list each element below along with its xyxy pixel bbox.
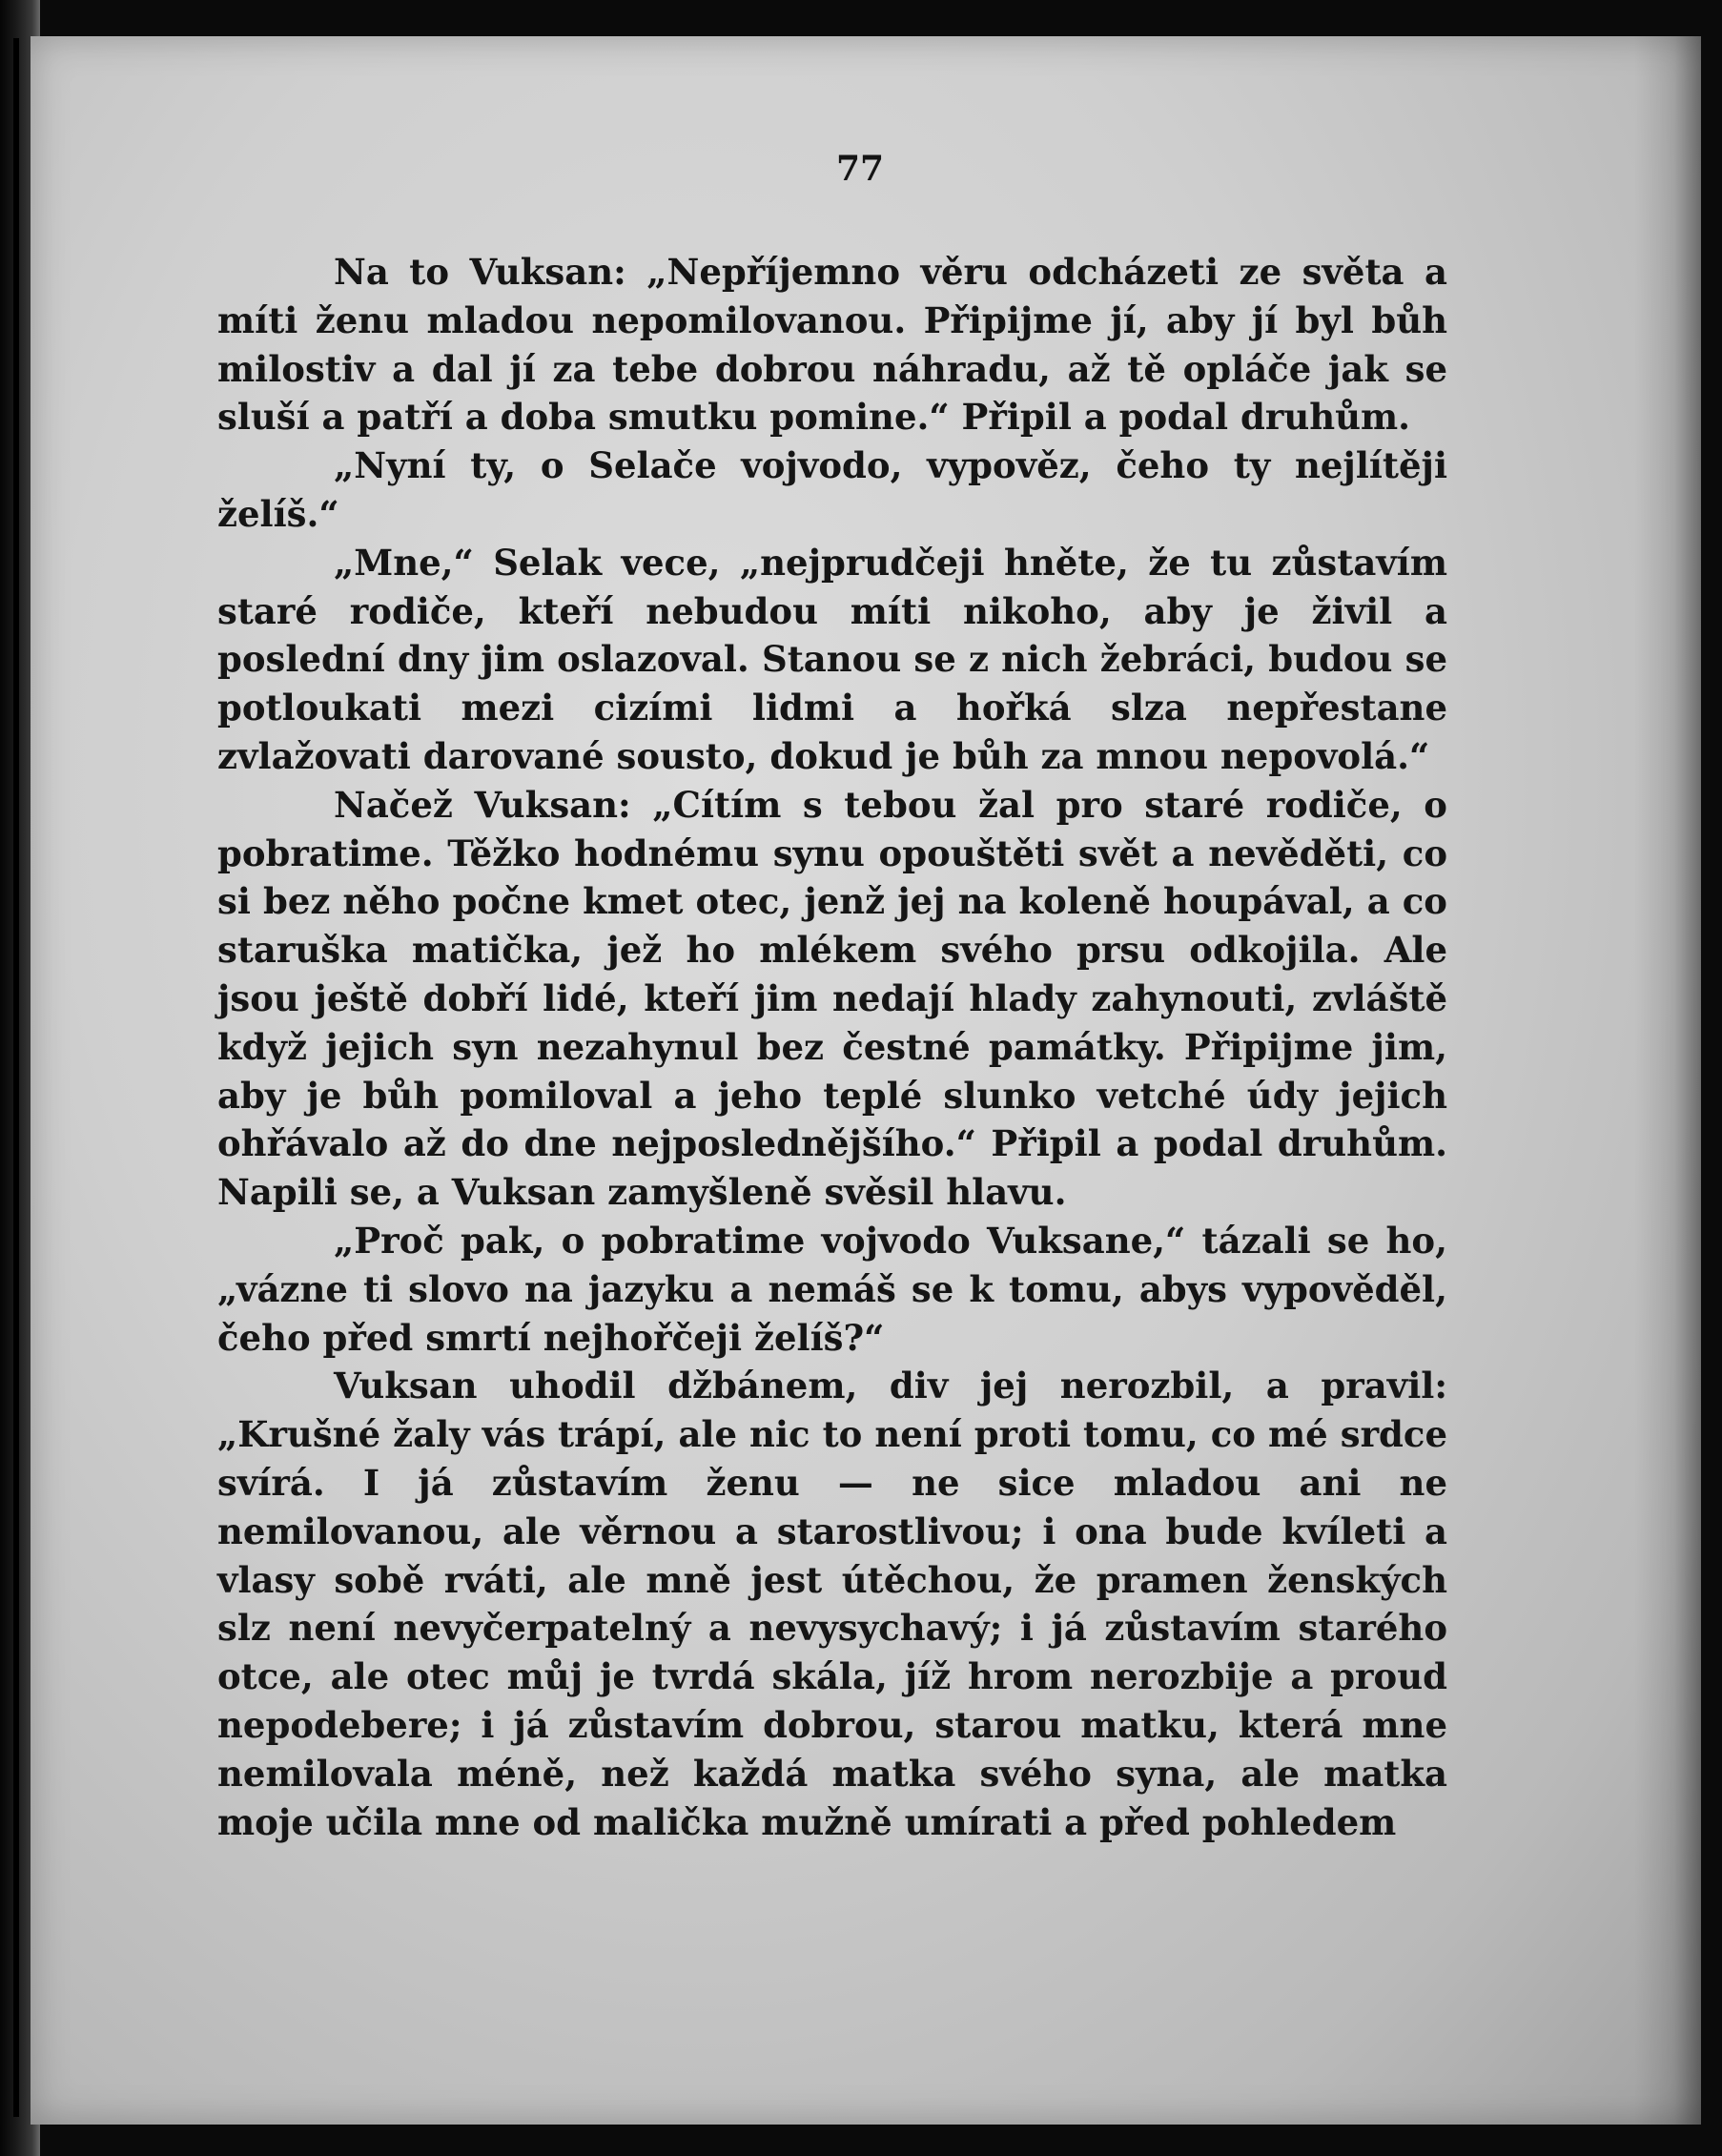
- paragraph-vuksan-toast-parents: Načež Vuksan: „Cítím s tebou žal pro staré rodiče, o pobratime. Těžko hodnému synu opouštěti svět a nevěděti, co si bez něho počne kmet otec, jenž jej na koleně houpával, a co staruška matička, jež ho mlékem svého prsu odkojila. Ale jsou ještě dobří lidé, kteří jim nedají hlady zahynouti, zvláště když jejich syn nezahynul bez čestné památky. Připijme jim, aby je bůh pomiloval a jeho teplé slunko vetché údy jejich ohřávalo až do dne nejposlednějšího.“ Připil a podal druhům. Napili se, a Vuksan zamyšleně svěsil hlavu.: [217, 783, 1447, 1214]
- body-text: [217, 248, 1447, 1846]
- book-page: [31, 36, 1701, 2125]
- paragraph-question-vuksan: „Proč pak, o pobratime vojvodo Vuksane,“ tázali se ho, „vázne ti slovo na jazyku a nemáš se k tomu, abys vypověděl, čeho před smrtí nejhořčeji želíš?“: [217, 1219, 1447, 1359]
- paragraph-vuksan-answer: Vuksan uhodil džbánem, div jej nerozbil, a pravil: „Krušné žaly vás trápí, ale nic to není proti tomu, co mé srdce svírá. I já zůstavím ženu — ne sice mladou ani ne nemilovanou, ale věrnou a starostlivou; i ona bude kvíleti a vlasy sobě rváti, ale mně jest útěchou, že pramen ženských slz není nevyčerpatelný a nevysychavý; i já zůstavím starého otce, ale otec můj je tvrdá skála, jíž hrom nerozbije a proud nepodebere; i já zůstavím dobrou, starou matku, která mne nemilovala méně, než každá matka svého syna, ale matka moje učila mne od malička mužně umírati a před pohledem: [217, 1365, 1447, 1843]
- page-number: 77: [835, 149, 885, 189]
- paragraph-question-selak: „Nyní ty, o Selače vojvodo, vypověz, čeho ty nejlítěji želíš.“: [217, 444, 1447, 535]
- paragraph-vuksan-toast-wife: Na to Vuksan: „Nepříjemno věru odcházeti ze světa a míti ženu mladou nepomilovanou. Připijme jí, aby jí byl bůh milostiv a dal jí za tebe dobrou náhradu, až tě opláče jak se sluší a patří a doba smutku pomine.“ Připil a podal druhům.: [217, 251, 1447, 439]
- paragraph-selak-answer: „Mne,“ Selak vece, „nejprudčeji hněte, že tu zůstavím staré rodiče, kteří nebudou míti nikoho, aby je živil a poslední dny jim oslazoval. Stanou se z nich žebráci, budou se potloukati mezi cizími lidmi a hořká slza nepřestane zvlažovati darované sousto, dokud je bůh za mnou nepovolá.“: [217, 541, 1447, 777]
- book-spine-line: [13, 38, 19, 2117]
- page-edge-shadow: [1634, 36, 1701, 2125]
